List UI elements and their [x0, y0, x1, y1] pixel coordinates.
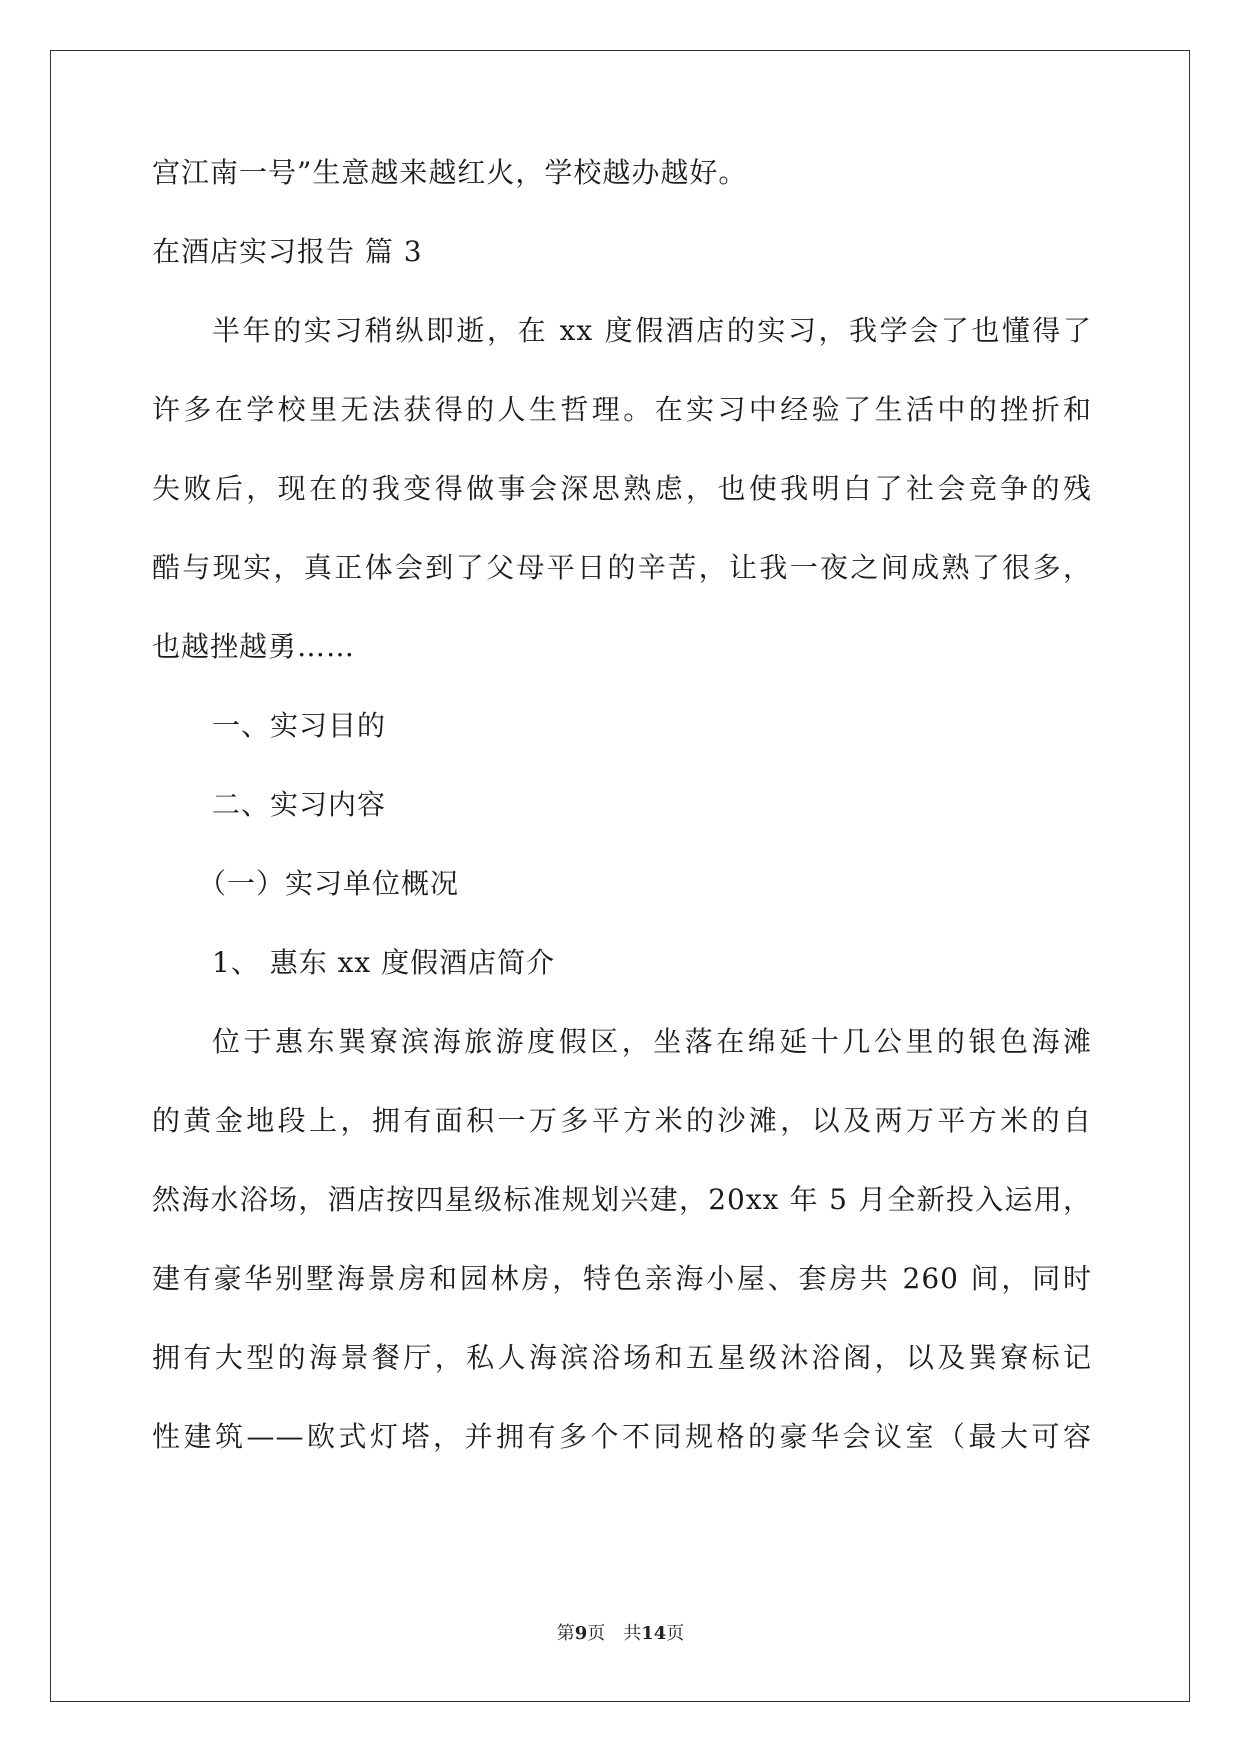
subheading: 二、实习内容 [212, 788, 387, 821]
subheading: （一）实习单位概况 [198, 867, 460, 900]
total-suffix: 页 [666, 1623, 685, 1644]
subheading: 1、 惠东 xx 度假酒店简介 [212, 946, 556, 979]
page-number: 9 [574, 1623, 588, 1644]
body-text-line: 的黄金地段上，拥有面积一万多平方米的沙滩，以及两万平方米的自 [152, 1104, 1092, 1137]
section-heading: 在酒店实习报告 篇 3 [152, 235, 423, 268]
page-prefix: 第 [556, 1623, 575, 1644]
body-text-line: 宫江南一号”生意越来越红火，学校越办越好。 [152, 156, 748, 189]
total-prefix: 共 [623, 1623, 642, 1644]
body-text-line: 拥有大型的海景餐厅，私人海滨浴场和五星级沐浴阁，以及巽寮标记 [152, 1341, 1092, 1374]
body-text-line: 酷与现实，真正体会到了父母平日的辛苦，让我一夜之间成熟了很多， [152, 551, 1092, 584]
subheading: 一、实习目的 [212, 709, 387, 742]
body-text-line: 然海水浴场，酒店按四星级标准规划兴建，20xx 年 5 月全新投入运用， [152, 1183, 1092, 1216]
page-footer [0, 1622, 1241, 1646]
body-text-line: 建有豪华别墅海景房和园林房，特色亲海小屋、套房共 260 间，同时 [152, 1262, 1092, 1295]
body-text-line: 位于惠东巽寮滨海旅游度假区，坐落在绵延十几公里的银色海滩 [212, 1025, 1092, 1058]
body-text-line: 失败后，现在的我变得做事会深思熟虑，也使我明白了社会竞争的残 [152, 472, 1092, 505]
page-total: 14 [641, 1623, 667, 1644]
body-text-line: 许多在学校里无法获得的人生哲理。在实习中经验了生活中的挫折和 [152, 393, 1092, 426]
body-text-line: 也越挫越勇…… [152, 630, 356, 663]
page-suffix: 页 [587, 1623, 606, 1644]
body-text-line: 半年的实习稍纵即逝，在 xx 度假酒店的实习，我学会了也懂得了 [212, 314, 1092, 347]
body-text-line: 性建筑——欧式灯塔，并拥有多个不同规格的豪华会议室（最大可容 [152, 1420, 1092, 1453]
